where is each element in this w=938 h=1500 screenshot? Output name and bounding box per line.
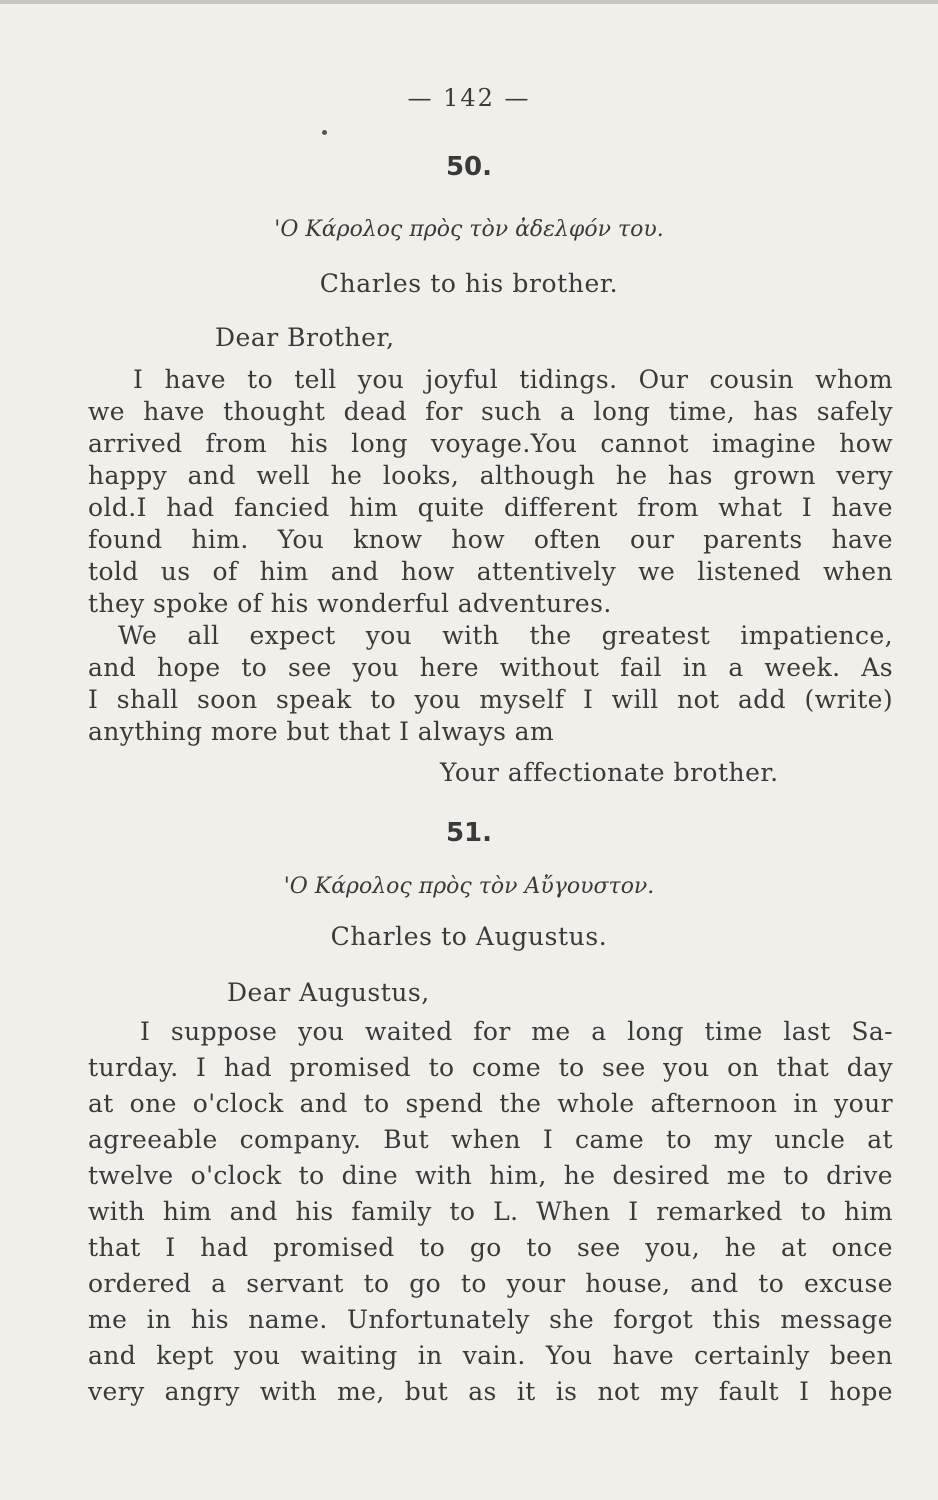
text-line: We all expect you with the greatest impatience, [118,621,893,650]
text-line: agreeable company. But when I came to my uncle at [88,1125,893,1154]
text-line: me in his name. Unfortunately she forgot this message [88,1305,893,1334]
text-line: anything more but that I always am [88,717,555,746]
text-line: very angry with me, but as it is not my fault I hope [88,1377,893,1406]
closing: Your affectionate brother. [440,758,779,787]
text-line: arrived from his long voyage.You cannot imagine how [88,429,893,458]
text-line: happy and well he looks, although he has grown very [88,461,893,490]
text-line: twelve o'clock to dine with him, he desired me to drive [88,1161,893,1190]
text-line: at one o'clock and to spend the whole afternoon in your [88,1089,893,1118]
text-line: with him and his family to L. When I remarked to him [88,1197,893,1226]
greek-title: 'Ο Κάρολος πρὸς τὸν Αὔγουστον. [283,874,655,899]
salutation: Dear Brother, [215,323,395,352]
text-line: I have to tell you joyful tidings. Our cousin whom [133,365,893,394]
ink-speck [322,130,327,135]
greek-title: 'Ο Κάρολος πρὸς τὸν ἀδελφόν του. [274,217,664,242]
text-line: old.I had fancied him quite different from what I have [88,493,893,522]
text-line: and hope to see you here without fail in a week. As [88,653,893,682]
text-line: told us of him and how attentively we listened when [88,557,893,586]
letter-number: 50. [445,152,493,182]
salutation: Dear Augustus, [227,978,430,1007]
text-line: ordered a servant to go to your house, and to excuse [88,1269,893,1298]
letter-number: 51. [445,818,493,848]
text-line: I shall soon speak to you myself I will not add (write) [88,685,893,714]
english-title: Charles to his brother. [319,269,619,298]
page-top-edge [0,0,938,4]
text-line: we have thought dead for such a long time, has safely [88,397,893,426]
text-line: and kept you waiting in vain. You have certainly been [88,1341,893,1370]
text-line: found him. You know how often our parents have [88,525,893,554]
english-title: Charles to Augustus. [330,922,608,951]
text-line: turday. I had promised to come to see you on that day [88,1053,893,1082]
text-line: they spoke of his wonderful adventures. [88,589,612,618]
text-line: I suppose you waited for me a long time last Sa- [140,1017,893,1046]
page-number: — 142 — [407,84,531,112]
text-line: that I had promised to go to see you, he at once [88,1233,893,1262]
